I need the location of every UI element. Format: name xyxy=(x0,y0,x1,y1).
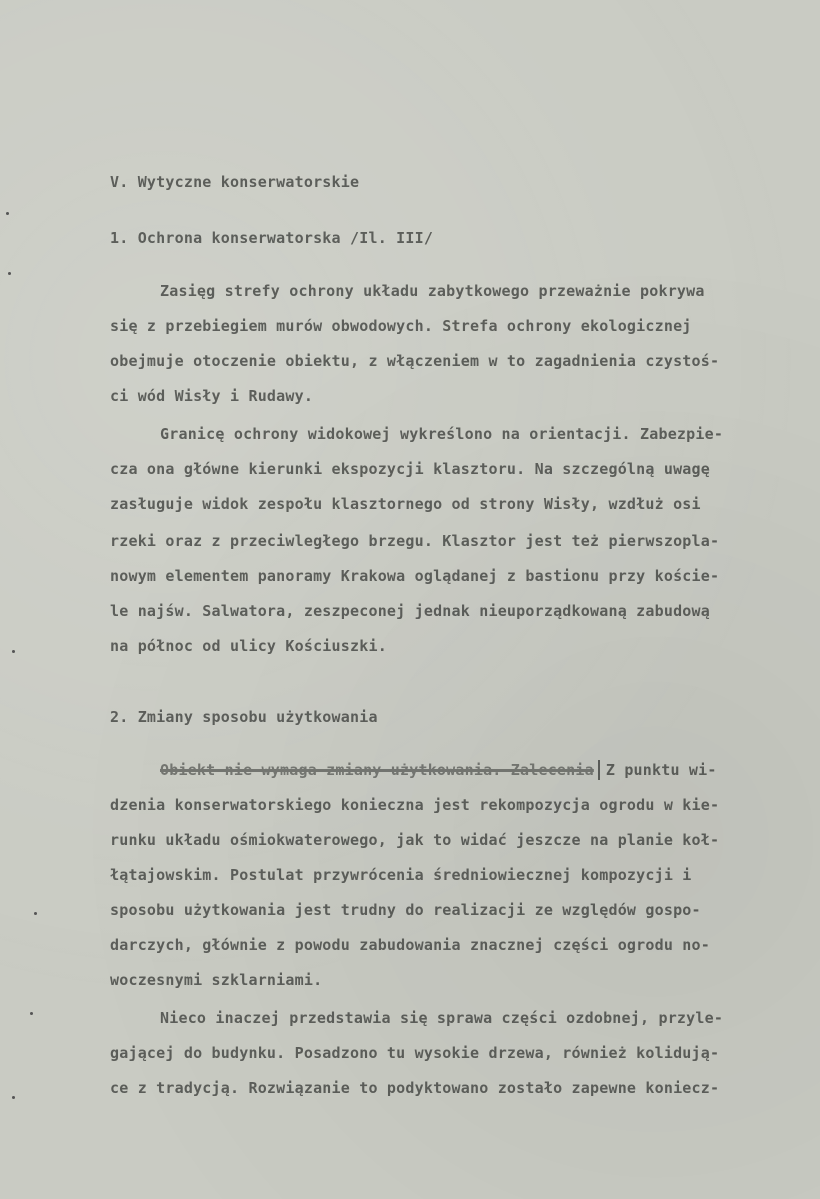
paragraph-line: cza ona główne kierunki ekspozycji klasztoru. Na szczególną uwagę xyxy=(110,460,710,478)
paragraph-line: obejmuje otoczenie obiektu, z włączeniem w to zagadnienia czystoś- xyxy=(110,352,720,370)
paragraph-line: gającej do budynku. Posadzono tu wysokie drzewa, również kolidują- xyxy=(110,1044,720,1062)
paragraph-line: Granicę ochrony widokowej wykreślono na orientacji. Zabezpie- xyxy=(160,425,724,443)
paragraph-line: Nieco inaczej przedstawia się sprawa części ozdobnej, przyle- xyxy=(160,1009,724,1027)
margin-speck xyxy=(30,1012,33,1015)
paragraph-line: zasługuje widok zespołu klasztornego od strony Wisły, wzdłuż osi xyxy=(110,495,701,513)
paragraph-line: le najśw. Salwatora, zeszpeconej jednak nieuporządkowaną zabudową xyxy=(110,602,710,620)
margin-speck xyxy=(8,272,11,275)
paragraph-line: na północ od ulicy Kościuszki. xyxy=(110,637,387,655)
subsection-2-title: 2. Zmiany sposobu użytkowania xyxy=(110,708,378,726)
paragraph-line: ce z tradycją. Rozwiązanie to podyktowano zostało zapewne koniecz- xyxy=(110,1079,720,1097)
margin-speck xyxy=(12,650,15,653)
paragraph-line-first xyxy=(160,760,820,780)
margin-speck xyxy=(6,212,9,215)
section-title: V. Wytyczne konserwatorskie xyxy=(110,173,360,191)
paragraph-line: Zasięg strefy ochrony układu zabytkowego przeważnie pokrywa xyxy=(160,282,705,300)
paragraph-line: się z przebiegiem murów obwodowych. Strefa ochrony ekologicznej xyxy=(110,317,692,335)
paragraph-line: nowym elementem panoramy Krakowa oglądanej z bastionu przy koście- xyxy=(110,567,720,585)
paragraph-line: darczych, głównie z powodu zabudowania znacznej części ogrodu no- xyxy=(110,936,710,954)
paragraph-line: rzeki oraz z przeciwległego brzegu. Klasztor jest też pierwszopla- xyxy=(110,532,720,550)
paragraph-line: ci wód Wisły i Rudawy. xyxy=(110,387,314,405)
struck-text: Obiekt nie wymaga zmiany użytkowania. Zalecenia xyxy=(160,760,600,780)
paragraph-text: Z punktu wi- xyxy=(605,761,717,779)
margin-speck xyxy=(12,1096,15,1099)
subsection-1-title: 1. Ochrona konserwatorska /Il. III/ xyxy=(110,229,434,247)
paragraph-line: runku układu ośmiokwaterowego, jak to widać jeszcze na planie koł- xyxy=(110,831,720,849)
paragraph-line: sposobu użytkowania jest trudny do realizacji ze względów gospo- xyxy=(110,901,701,919)
margin-speck xyxy=(34,912,37,915)
paragraph-line: łątajowskim. Postulat przywrócenia średniowiecznej kompozycji i xyxy=(110,866,692,884)
paragraph-line: dzenia konserwatorskiego konieczna jest rekompozycja ogrodu w kie- xyxy=(110,796,720,814)
paragraph-line: woczesnymi szklarniami. xyxy=(110,971,323,989)
